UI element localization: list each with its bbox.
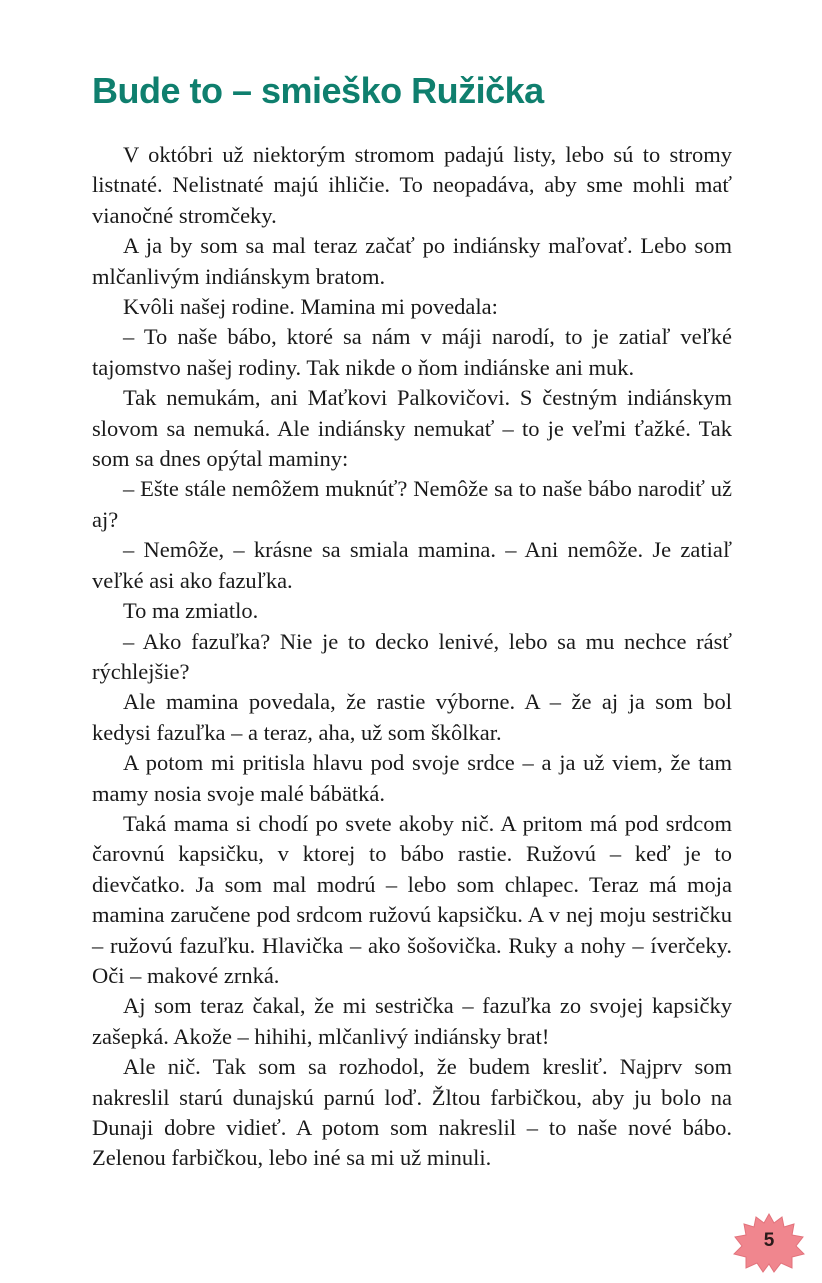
paragraph: A potom mi pritisla hlavu pod svoje srdce – a ja už viem, že tam mamy nosia svoje malé bábätká. xyxy=(92,750,732,806)
paragraph: Tak nemukám, ani Maťkovi Palkovičovi. S čestným indiánskym slovom sa nemuká. Ale indiánsky nemukať – to je veľmi ťažké. Tak som sa dnes opýtal maminy: xyxy=(92,385,732,472)
paragraph: – To naše bábo, ktoré sa nám v máji narodí, to je zatiaľ veľké tajomstvo našej rodiny. Tak nikde o ňom indiánske ani muk. xyxy=(92,324,732,380)
paragraph: A ja by som sa mal teraz začať po indiánsky maľovať. Lebo som mlčanlivým indiánskym bratom. xyxy=(92,233,732,289)
paragraph: Taká mama si chodí po svete akoby nič. A pritom má pod srdcom čarovnú kapsičku, v ktorej to bábo rastie. Ružovú – keď je to dievčatko. Ja som mal modrú – lebo som chlapec. Teraz má moja mamina zaručene pod srdcom ružovú kapsičku. A v nej moju sestričku – ružovú fazuľku. Hlavička – ako šošovička. Ruky a nohy – íverčeky. Oči – makové zrnká. xyxy=(92,810,732,988)
page-number-badge xyxy=(732,1210,806,1278)
paragraph: – Ešte stále nemôžem muknúť? Nemôže sa to naše bábo narodiť už aj? xyxy=(92,476,732,532)
page-title: Bude to – smieško Ružička xyxy=(92,70,544,111)
paragraph: Ale mamina povedala, že rastie výborne. A – že aj ja som bol kedysi fazuľka – a teraz, aha, už som škôlkar. xyxy=(92,689,732,745)
page-number: 5 xyxy=(763,1230,775,1251)
paragraph: Kvôli našej rodine. Mamina mi povedala: xyxy=(123,294,498,320)
paragraph: Ale nič. Tak som sa rozhodol, že budem kresliť. Najprv som nakreslil starú dunajskú parnú loď. Žltou farbičkou, aby ju bolo na Dunaji dobre vidieť. A potom som nakreslil – to naše nové bábo. Zelenou farbičkou, lebo iné sa mi už minuli. xyxy=(92,1054,732,1171)
paragraph: Aj som teraz čakal, že mi sestrička – fazuľka zo svojej kapsičky zašepká. Akože – hihihi, mlčanlivý indiánsky brat! xyxy=(92,993,732,1049)
story-text xyxy=(92,140,732,1174)
paragraph: To ma zmiatlo. xyxy=(123,598,259,624)
paragraph: V októbri už niektorým stromom padajú listy, lebo sú to stromy listnaté. Nelistnaté majú ihličie. To neopadáva, aby sme mohli mať vianočné stromčeky. xyxy=(92,142,732,228)
paragraph: – Nemôže, – krásne sa smiala mamina. – Ani nemôže. Je zatiaľ veľké asi ako fazuľka. xyxy=(92,537,732,593)
paragraph: – Ako fazuľka? Nie je to decko lenivé, lebo sa mu nechce rásť rýchlejšie? xyxy=(92,628,732,684)
